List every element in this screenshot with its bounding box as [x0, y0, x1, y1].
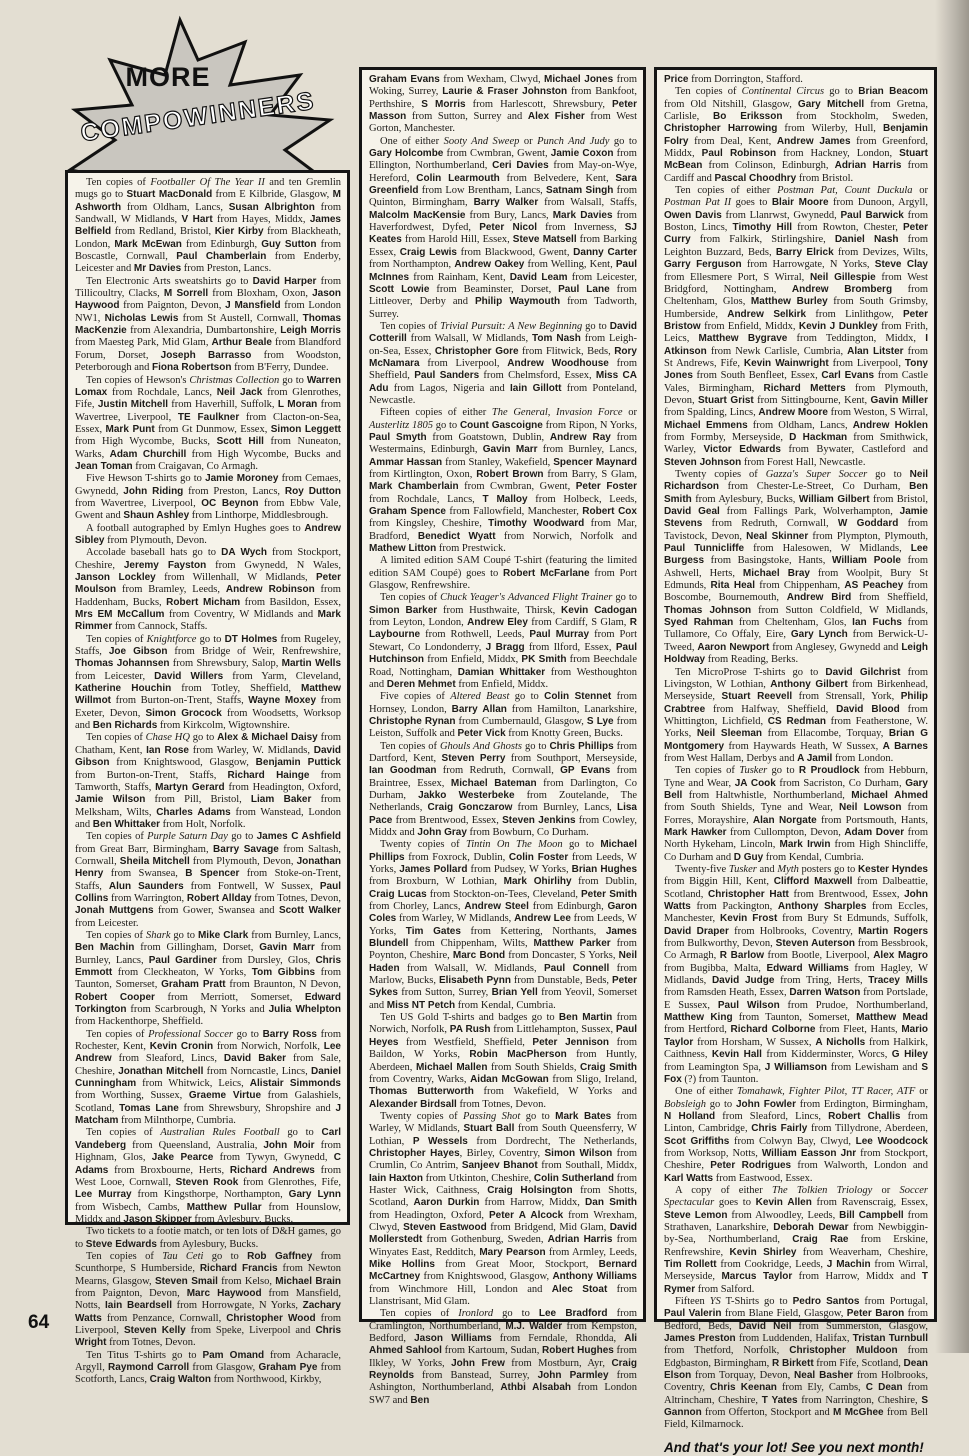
winner-paragraph: Ten copies of Shark go to Mike Clark from Burnley, Lancs, Ben Machin from Gillingham, Dorset, Gavin Marr from Burnley, Lancs, Paul Gardiner from Dursley, Glos, Chris Emmott from Cleckheaton, W Yorks, Tom Gibbins from Taunton, Somerset, Graham Pratt from Braunton, N Devon, Robert Cooper from Merriott, Somerset, Edward Torkington from Scarbrough, N Yorks and Julia Whelpton from Hackenthorpe, Sheffield. [75, 929, 342, 1028]
winner-paragraph: Ten copies of Australian Rules Football go to Carl Vandeberg from Queensland, Australia, John Moir from Highnam, Glos, Jake Pearce from Tywyn, Gwynedd, C Adams from Broxbourne, Herts, Richard Andrews from West Looe, Cornwall, Steven Rook from Glenrothes, Fife, Lee Murray from Kingsthorpe, Northampton, Gary Lynn from Wisbech, Cambs, Matthew Pullar from Hounslow, Middx and Jason Skipper from Aylesbury, Bucks. [75, 1127, 342, 1225]
winner-paragraph: Ten MicroProse T-shirts go to David Gilchrist from Livingston, W Lothian, Anthony Gilbert from Birkenhead, Merseyside, Stuart Reevell from Strensall, York, Philip Crabtree from Halfway, Sheffield, David Blood from Whittington, Lichfield, CS Redman from Featherstone, W. Yorks, Neil Sleeman from Ellacombe, Torquay, Brian G Montgomery from Haywards Heath, W Sussex, A Barnes from West Hallam, Derbys and A Jamil from London. [664, 666, 929, 764]
winner-paragraph: Five copies of Altered Beast go to Colin Stennet from Hornsey, London, Barry Allan from Hamilton, Lanarkshire, Christophe Rynan from Cumbernauld, Glasgow, S Lye from Leiston, Suffolk and Peter Vick from Knotty Green, Bucks. [369, 691, 638, 740]
column-1 [65, 170, 350, 1386]
winner-paragraph: Five Hewson T-shirts go to Jamie Moroney from Cemaes, Gwynedd, John Riding from Preston, Lancs, Roy Dutton from Wavertree, Liverpool, OC Beynon from Ebbw Vale, Gwent and Shaun Ashley from Linthorpe, Middlesbrough. [75, 473, 341, 522]
column-3 [654, 67, 937, 1455]
winner-paragraph: Ten Titus T-shirts go to Pam Omand from Acharacle, Argyll, Raymond Carroll from Glasgow, Graham Pye from Scotforth, Lancs, Craig Walton from Northwood, Kirkby, [75, 1349, 341, 1386]
winner-paragraph: Fifteen copies of either The General, Invasion Force or Austerlitz 1805 go to Count Gascoigne from Ripon, N Yorks, Paul Smyth from Goatstown, Dublin, Andrew Ray from Westermains, Edinburgh, Gavin Marr from Burnley, Lancs, Ammar Hassan from Stanley, Wakefield, Spencer Maynard from Kirtlington, Oxon, Robert Brown from Barry, S Glam, Mark Chamberlain from Cwmbran, Gwent, Peter Foster from Rochdale, Lancs, T Malloy from Holbeck, Leeds, Graham Spence from Fallowfield, Manchester, Robert Cox from Kingsley, Cheshire, Timothy Woodward from Mar, Bradford, Benedict Wyatt from Norwich, Norfolk and Mathew Litton from Prestwick. [369, 407, 638, 555]
winner-paragraph: Ten copies of Footballer Of The Year II and ten Gremlin mugs go to Stuart MacDonald from E Kilbride, Glasgow, M Ashworth from Oldham, Lancs, Susan Albrighton from Sandwall, W Midlands, V Hart from Hayes, Middx, James Belfield from Redland, Bristol, Kier Kirby from Blackheath, London, Mark McEwan from Edinburgh, Guy Sutton from Boscastle, Cornwall, Paul Chamberlain from Enderby, Leicester and Mr Davies from Preston, Lancs. [75, 177, 342, 275]
winner-paragraph: Ten copies of Professional Soccer go to Barry Ross from Rochester, Kent, Kevin Cronin from Norwich, Norfolk, Lee Andrew from Sleaford, Lincs, David Baker from Sale, Cheshire, Jonathan Mitchell from Norncastle, Lincs, Daniel Cunningham from Whitwick, Leics, Alistair Simmonds from Worthing, Sussex, Graeme Virtue from Galashiels, Scotland, Tomas Lane from Shrewsbury, Shropshire and J Matcham from Milnthorpe, Cumbria. [75, 1028, 342, 1127]
winner-paragraph: Ten Electronic Arts sweatshirts go to David Harper from Tillicoultry, Clacks, M Sorrell from Bloxham, Oxon, Jason Haywood from Paignton, Devon, J Mansfield from London NW1, Nicholas Lewis from St Austell, Cornwall, Thomas MacKenzie from Alexandria, Dumbartonshire, Leigh Morris from Maesteg Park, Mid Glam, Arthur Beale from Blandford Forum, Dorset, Joseph Barrasso from Woodston, Peterborough and Fiona Robertson from B'Ferry, Dundee. [75, 275, 342, 374]
winner-paragraph: Two tickets to a footie match, or ten lots of D&H games, go to Steve Edwards from Aylesbury, Bucks. [75, 1226, 341, 1250]
winner-paragraph: A football autographed by Emlyn Hughes goes to Andrew Sibley from Plymouth, Devon. [75, 522, 341, 546]
winner-paragraph: A limited edition SAM Coupé T-shirt (featuring the limited edition SAM Coupé) goes to Robert McFarlane from Port Glasgow, Renfrewshire. [369, 555, 638, 592]
winner-paragraph: Accolade baseball hats go to DA Wych from Stockport, Cheshire, Jeremy Fayston from Gwynedd, N Wales, Janson Lockley from Willenhall, W Midlands, Peter Moulson from Bramley, Leeds, Andrew Robinson from Haddenham, Bucks, Robert Micham from Basildon, Essex, Mrs EM McCallum from Coventry, W Midlands and Mark Rimmer from Cannock, Staffs. [75, 547, 342, 633]
winner-paragraph: Ten copies of either Postman Pat, Count Duckula or Postman Pat II goes to Blair Moore from Dunoon, Argyll, Owen Davis from Llanrwst, Gwynedd, Paul Barwick from Boston, Lincs, Timothy Hill from Rowton, Chester, Peter Curry from Falkirk, Stirlingshire, Daniel Nash from Leighton Buzzard, Beds, Barry Elrick from Devizes, Wilts, Garry Ferguson from Harrowgate, N Yorks, Steve Clay from Ellesmere Port, S Wirral, Neil Gillespie from West Bridgford, Nottingham, Andrew Bromberg from Cheltenham, Glos, Matthew Burley from South Grimsby, Humberside, Andrew Selkirk from Linlithgow, Peter Bristow from Enfield, Middx, Kevin J Dunkley from Frith, Leics, Matthew Bygrave from Teddington, Middx, I Atkinson from Newk Carlisle, Cumbria, Alan Litster from St Andrews, Fife, Kevin Wainwright from Liverpool, Tony Jones from South Benfleet, Essex, Carl Evans from Castle Vales, Birmingham, Richard Metters from Plymouth, Devon, Stuart Grist from Sittingbourne, Kent, Gavin Miller from Spalding, Lincs, Andrew Moore from Weston, S Wirral, Michael Emmens from Oldham, Lancs, Andrew Hoklen from Formby, Merseyside, D Hackman from Smithwick, Warley, Victor Edwards from Bywater, Castleford and Steven Johnson from Forest Hall, Newcastle. [664, 185, 929, 468]
winner-paragraph: Ten copies of Ironlord go to Lee Bradford from Cramlington, Northumberland, M.J. Walder from Kempston, Bedford, Jason Williams from Ferndale, Rhondda, Ali Ahmed Sahlool from Kartoum, Sudan, Robert Hughes from Ilkley, W Yorks, John Frew from Mostburn, Ayr, Craig Reynolds from Banstead, Surrey, John Parmley from Ashington, Northumberland, Athbi Alsabah from London SW7 and Ben [369, 1308, 638, 1406]
winner-paragraph: A copy of either The Tolkien Triology or Soccer Spectacular goes to Kevin Allen from Ravenscraig, Essex, Steve Lemon from Alwoodley, Leeds, Bill Campbell from Strathaven, Lanarkshire, Deborah Dewar from Newbiggin-by-Sea, Northumberland, Craig Rae from Erskine, Renfrewshire, Kevin Shirley from Weaverham, Cheshire, Tim Rollett from Cookridge, Leeds, J Machin from Wirral, Merseyside, Marcus Taylor from Harrow, Middx and T Rymer from Salford. [664, 1184, 929, 1295]
winner-paragraph: One of either Sooty And Sweep or Punch And Judy go to Gary Holcombe from Cwmbran, Gwent, Jamie Coxon from Ellington, Northumberland, Ceri Davies from May-on-Wye, Hereford, Colin Learmouth from Belvedere, Kent, Sara Greenfield from Low Brentham, Lancs, Satnam Singh from Quinton, Birmingham, Barry Walker from Walsall, Staffs, Malcolm MacKensie from Bury, Lancs, Mark Davies from Haverfordwest, Dyfed, Peter Nicol from Inverness, SJ Keates from Harold Hill, Essex, Steve Matsell from Barking Essex, Craig Lewis from Blackwood, Gwent, Danny Carter from Northampton, Andrew Oakey from Welling, Kent, Paul McInnes from Rainham, Kent, David Leam from Leicester, Scott Lowie from Beaminster, Dorset, Paul Lane from Littleover, Derby and Philip Waymouth from Tadworth, Surrey. [369, 135, 638, 320]
page-number: 64 [28, 1312, 50, 1333]
signoff-text: And that's your lot! See you next month! [664, 1439, 924, 1455]
header-compowinners-title: COMPOWINNERS [78, 86, 317, 148]
winner-paragraph: Ten copies of Tusker go to R Proudlock from Hebburn, Tyne and Wear, JA Cook from Sacriston, Co Durham, Gary Bell from Haltwhistle, Northumberland, Michael Ahmed from South Shields, Tyne and Wear, Neil Lowson from Forres, Morayshire, Alan Norgate from Portsmouth, Hants, Mark Hawker from Cullompton, Devon, Adam Dover from North Hykeham, Lincoln, Mark Irwin from High Shincliffe, Co Durham and D Guy from Kendal, Cumbria. [664, 765, 929, 863]
winner-paragraph: Ten copies of Hewson's Christmas Collection go to Warren Lomax from Rochdale, Lancs, Neil Jack from Glenrothes, Fife, Justin Mitchell from Haverhill, Suffolk, L Moran from Wavertree, Liverpool, TE Faulkner from Clacton-on-Sea, Essex, Mark Punt from Gt Dunmow, Essex, Simon Leggett from High Wycombe, Bucks, Scott Hill from Nuneaton, Warks, Adam Churchill from High Wycombe, Bucks and Jean Toman from Craigavan, Co Armagh. [75, 374, 342, 472]
winner-paragraph: Twenty copies of Gazza's Super Soccer go to Neil Richardson from Chester-Le-Street, Co Durham, Ben Smith from Aylesbury, Bucks, William Gilbert from Bristol, David Geal from Fallings Park, Wolverhampton, Jamie Stevens from Redruth, Cornwall, W Goddard from Tavistock, Devon, Neal Skinner from Plympton, Plymouth, Paul Tunnicliffe from Halesowen, W Midlands, Lee Burgess from Basingstoke, Hants, William Poole from Ashwell, Herts, Michael Bray from Woolpit, Bury St Edmunds, Rita Heal from Chippenham, AS Peachey from Boscombe, Bournemouth, Andrew Bird from Sheffield, Thomas Johnson from Sutton Coldfield, W Midlands, Syed Rahman from Cheltenham, Glos, Ian Fuchs from Tullamore, Co Offaly, Eire, Gary Lynch from Berwick-U-Tweed, Aaron Newport from Anglesey, Gwynedd and Leigh Holdway from Reading, Berks. [664, 469, 929, 666]
page-gutter-shadow [935, 0, 969, 1353]
winner-paragraph: Twenty copies of Passing Shot go to Mark Bates from Warley, W Midlands, Stuart Ball from South Queensferry, W Lothian, P Wessels from Dordrecht, The Netherlands, Christopher Hayes, Birley, Coventry, Simon Wilson from Crumlin, Co Antrim, Sanjeev Bhanot from Southall, Middx, Iain Haxton from Utkinton, Cheshire, Colin Sutherland from Haster Wick, Caithness, Craig Holsington from Shotts, Scotland, Aaron Durkin from Harrow, Middx, Dan Smith from Headington, Oxford, Peter A Alcock from Wrexham, Clwyd, Steven Eastwood from Bridgend, Mid Glam, David Mollerstedt from Gothenburg, Sweden, Adrian Harris from Winyates East, Redditch, Mary Pearson from Armley, Leeds, Mike Hollins from Great Moor, Stockport, Bernard McCartney from Knightswood, Glasgow, Anthony Williams from Winchmore Hill, London and Alec Stoat from Llanstrisant, Mid Glam. [369, 1110, 638, 1308]
winner-paragraph: Ten copies of Continental Circus go to Brian Beacom from Old Nitshill, Glasgow, Gary Mitchell from Gretna, Carlisle, Bo Eriksson from Stockholm, Sweden, Christopher Harrowing from Wilerby, Hull, Benjamin Folry from Deal, Kent, Andrew James from Greenford, Middx, Paul Robinson from Hackney, London, Stuart McBean from Colinson, Edinburgh, Adrian Harris from Cardiff and Pascal Choodhry from Bristol. [664, 86, 929, 184]
winner-paragraph: Ten copies of Ghouls And Ghosts go to Chris Phillips from Dartford, Kent, Steven Perry from Southport, Merseyside, Ian Goodman from Redruth, Cornwall, GP Evans from Braintree, Essex, Michael Bateman from Darlington, Co Durham, Jakko Westerbeke from Zoutelande, The Netherlands, Craig Gonczarow from Burnley, Lancs, Lisa Pace from Brentwood, Essex, Steven Jenkins from Cowley, Middx and John Gray from Bowburn, Co Durham. [369, 740, 637, 838]
header-more-title: MORE [125, 62, 211, 92]
winner-paragraph: Ten copies of Trivial Pursuit: A New Beginning go to David Cotterill from Walsall, W Midlands, Tom Nash from Leigh-on-Sea, Essex, Christopher Gore from Flitwick, Beds, Rory McNamara from Liverpool, Andrew Woodhouse from Sheffield, Paul Sanders from Chelmsford, Essex, Miss CA Adu from Lagos, Nigeria and Iain Gillott from Ponteland, Newcastle. [369, 320, 638, 406]
column-2 [359, 67, 646, 1406]
winner-paragraph: Ten copies of Tau Ceti go to Rob Gaffney from Scunthorpe, S Humberside, Richard Francis from Newton Mearns, Glasgow, Steven Smail from Kelso, Michael Brain from Paignton, Devon, Marc Haywood from Mansfield, Notts, Iain Beardsell from Horrowgate, N Yorks, Zachary Watts from Penzance, Cornwall, Christopher Wood from Liverpool, Steven Kelly from Speke, Liverpool and Chris Wright from Totnes, Devon. [75, 1250, 342, 1349]
winner-paragraph: Ten copies of Chuck Yeager's Advanced Flight Trainer go to Simon Barker from Husthwaite, Thirsk, Kevin Cadogan from Leyton, London, Andrew Eley from Cardiff, S Glam, R Laybourne from Rothwell, Leeds, Paul Murray from Port Stewart, Co Londonderry, J Bragg from Ilford, Essex, Paul Hutchinson from Enfield, Middx, PK Smith from Beechdale Road, Nottingham, Damian Whittaker from Westhoughton and Deren Mehmet from Enfield, Middx. [369, 592, 638, 690]
winner-paragraph: Ten US Gold T-shirts and badges go to Ben Martin from Norwich, Norfolk, PA Rush from Littlehampton, Sussex, Paul Heyes from Westfield, Sheffield, Peter Jennison from Baildon, W Yorks, Robin MacPherson from Huntly, Aberdeen, Michael Mallen from South Shields, Craig Smith from Coventry, Warks, Aidan McGowan from Sligo, Ireland, Thomas Butterworth from Wakefield, W Yorks and Alexander Birdsall from Totnes, Devon. [369, 1012, 638, 1110]
winner-paragraph: Ten copies of Knightforce go to DT Holmes from Rugeley, Staffs, Joe Gibson from Bridge of Weir, Renfrewshire, Thomas Johannsen from Shrewsbury, Salop, Martin Wells from Leicester, David Willers from Yarm, Cleveland, Katherine Houchin from Totley, Sheffield, Matthew Willmot from Burton-on-Trent, Staffs, Wayne Moxey from Exeter, Devon, Simon Grocock from Woodsetts, Worksop and Ben Richards from Kirkcolm, Wigtownshire. [75, 633, 342, 732]
winner-paragraph: Price from Dorrington, Stafford. [664, 74, 803, 85]
column-3-body [664, 74, 928, 1432]
winner-paragraph: Graham Evans from Wexham, Clwyd, Michael Jones from Woking, Surrey, Laurie & Fraser Johnston from Bankfoot, Perthshire, S Morris from Harlescott, Shrewsbury, Peter Masson from Sutton, Surrey and Alex Fisher from West Gorton, Manchester. [369, 74, 637, 135]
winner-paragraph: Fifteen YS T-Shirts go to Pedro Santos from Portugal, Paul Valerin from Blane Field, Glasgow, Peter Baron from Bedford, Beds, David Neil from Summerston, Glasgow, James Preston from Luddenden, Halifax, Tristan Turnbull from Thetford, Norfolk, Christopher Muldoon from Edgbaston, Birmingham, R Birkett from Fife, Scotland, Dean Elson from Torquay, Devon, Neal Basher from Holbrooks, Coventry, Chris Keenan from Ely, Cambs, C Dean from Altrincham, Cheshire, T Yates from Narrington, Cheshire, S Gannon from Offerton, Stockport and M McGhee from Bell Field, Kilmarnock. [664, 1296, 929, 1431]
winner-paragraph: One of either Tomahawk, Fighter Pilot, TT Racer, ATF or Bobsleigh go to John Fowler from Erdington, Birmingham, N Holland from Sleaford, Lincs, Robert Challis from Linton, Cambridge, Chris Fairly from Tillydrone, Aberdeen, Scot Griffiths from Colwyn Bay, Clwyd, Lee Woodcock from Worksop, Notts, William Easson Jnr from Stockport, Cheshire, Peter Rodrigues from Walworth, London and Karl Watts from Eastwood, Essex. [664, 1086, 928, 1184]
winner-paragraph: Ten copies of Chase HQ go to Alex & Michael Daisy from Chatham, Kent, Ian Rose from Warley, W. Midlands, David Gibson from Knightswood, Glasgow, Benjamin Puttick from Burton-on-Trent, Staffs, Richard Hainge from Tamworth, Staffs, Martyn Gerard from Headington, Oxford, Jamie Wilson from Pill, Bristol, Liam Baker from Melksham, Wilts, Charles Adams from Wanstead, London and Ben Whittaker from Holt, Norfolk. [75, 732, 342, 830]
winner-paragraph: Ten copies of Purple Saturn Day go to James C Ashfield from Great Barr, Birmingham, Barry Savage from Saltash, Cornwall, Sheila Mitchell from Plymouth, Devon, Jonathan Henry from Swansea, B Spencer from Stoke-on-Trent, Staffs, Alun Saunders from Fontwell, W Sussex, Paul Collins from Warrington, Robert Allday from Totnes, Devon, Jonah Muttgens from Gower, Swansea and Scott Walker from Leicester. [75, 831, 342, 929]
winner-paragraph: Twenty copies of Tintin On The Moon go to Michael Phillips from Foxrock, Dublin, Colin Foster from Leeds, W Yorks, James Pollard from Pudsey, W Yorks, Brian Hughes from Broxburn, W Lothian, Mark Ohirlihy from Dublin, Craig Lucas from Stockton-on-Tees, Cleveland, Peter Smith from Chorley, Lancs, Andrew Steel from Edinburgh, Garon Coles from Warley, W Midlands, Andrew Lee from Leeds, W Yorks, Tim Gates from Kettering, Northants, James Blundell from Chippenham, Wilts, Matthew Parker from Poynton, Cheshire, Marc Bond from Doncaster, S Yorks, Neil Haden from Walsall, W. Midlands, Paul Connell from Marlow, Bucks, Elisabeth Pynn from Dunstable, Beds, Peter Sykes from Sutton, Surrey, Brian Yell from Yeovil, Somerset and Miss NT Petch from Kendal, Cumbria. [369, 839, 638, 1011]
winner-paragraph: Twenty-five Tusker and Myth posters go to Kester Hyndes from Biggin Hill, Kent, Clifford Maxwell from Dalbeattie, Scotland, Christopher Hatt from Brentwood, Essex, John Watts from Packington, Anthony Sharples from Eccles, Manchester, Kevin Frost from Bury St Edmunds, Suffolk, David Draper from Holbrooks, Coventry, Martin Rogers from Bulkworthy, Devon, Steven Auterson from Bessbrook, Co Armagh, R Barlow from Bootle, Liverpool, Alex Magro from Bugibba, Malta, Edward Williams from Hagley, W Midlands, David Judge from Tring, Herts, Tracey Mills from Ramsden Heath, Essex, Darren Watson from Portslade, E Sussex, Paul Wilson from Prudoe, Northumberland, Matthew King from Taunton, Somerset, Matthew Mead from Hertford, Richard Colborne from Fleet, Hants, Mario Taylor from Horsham, W Sussex, A Nicholls from Halkirk, Caithness, Kevin Hall from Kidderminster, Worcs, G Hiley from Leamington Spa, J Williamson from Lewisham and S Fox (?) from Taunton. [664, 864, 929, 1085]
